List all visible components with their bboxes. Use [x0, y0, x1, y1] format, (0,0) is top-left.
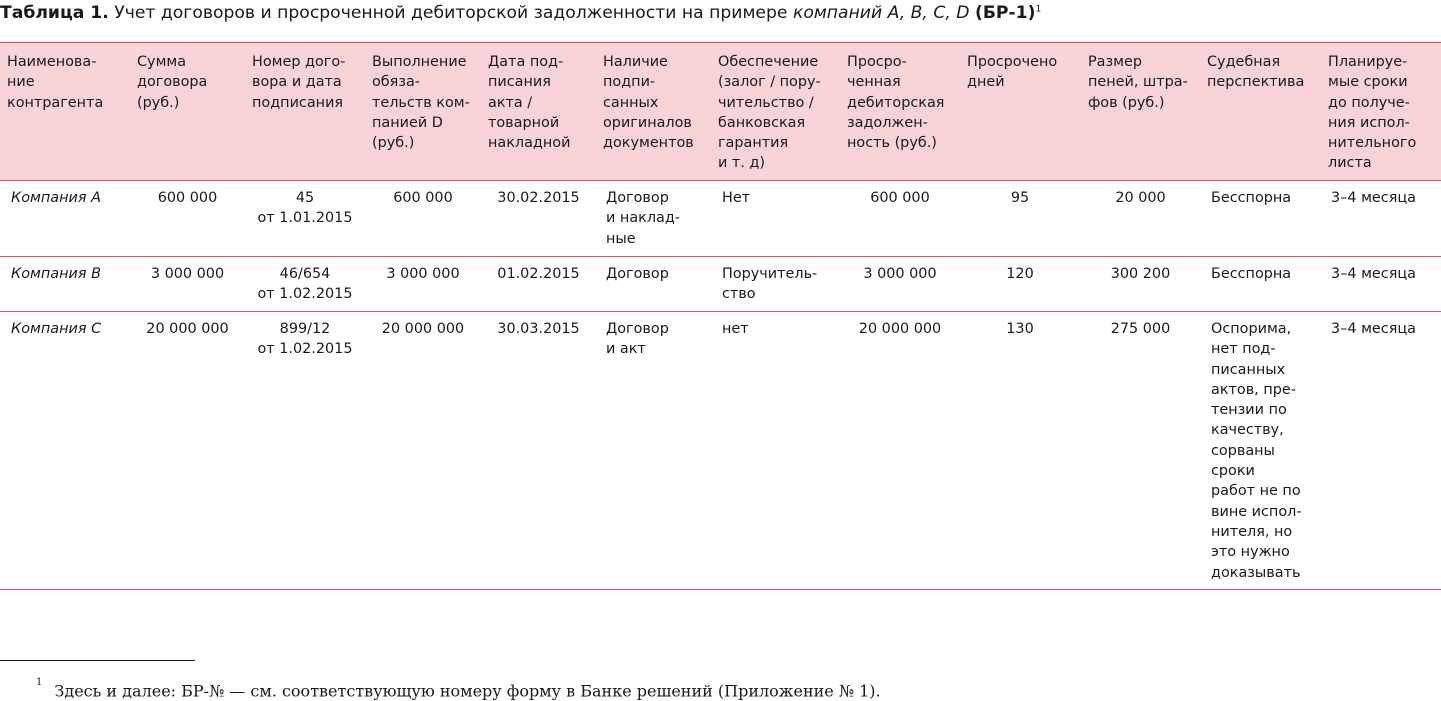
row-b-security: Поручитель- ство	[722, 266, 818, 303]
row-a-planned-terms: 3–4 месяца	[1331, 190, 1416, 206]
row-divider-2	[0, 311, 1441, 312]
row-b-fulfillment: 3 000 000	[386, 266, 460, 282]
row-a-originals: Договор и наклад- ные	[606, 190, 681, 247]
row-a-counterparty: Компания A	[11, 190, 101, 206]
header-cell-court-outlook: Судебная перспектива	[1207, 54, 1305, 91]
row-b-originals: Договор	[606, 266, 669, 282]
header-cell-planned-terms: Планируе- мые сроки до получе- ния испол- нительного листа	[1328, 54, 1417, 172]
row-c-days-overdue: 130	[1006, 321, 1034, 337]
row-a-security: Нет	[722, 190, 751, 206]
header-cell-contract-number: Номер дого- вора и дата подписания	[252, 54, 346, 111]
row-c-contract-sum: 20 000 000	[146, 321, 229, 337]
table-bottom-rule	[0, 589, 1441, 590]
header-cell-penalties: Размер пеней, штра- фов (руб.)	[1088, 54, 1188, 111]
title-text: Учет договоров и просроченной дебиторской задолженности на примере	[114, 3, 788, 23]
row-a-penalties: 20 000	[1115, 190, 1166, 206]
row-c-security: нет	[722, 321, 749, 337]
row-c-act-date: 30.03.2015	[497, 321, 580, 337]
row-b-act-date: 01.02.2015	[497, 266, 580, 282]
row-a-fulfillment: 600 000	[393, 190, 453, 206]
row-c-penalties: 275 000	[1110, 321, 1171, 337]
title-companies: компаний A, B, C, D	[792, 3, 970, 23]
footnote-separator	[0, 660, 195, 661]
footnote	[36, 678, 881, 701]
header-cell-originals: Наличие подпи- санных оригиналов документов	[603, 54, 694, 152]
row-b-contract-sum: 3 000 000	[150, 266, 225, 282]
row-b-counterparty: Компания B	[11, 266, 101, 282]
row-b-overdue-debt: 3 000 000	[863, 266, 937, 282]
header-cell-days-overdue: Просрочено дней	[967, 54, 1058, 91]
header-bottom-rule	[0, 180, 1441, 181]
row-divider-1	[0, 256, 1441, 257]
row-a-act-date: 30.02.2015	[497, 190, 580, 206]
row-b-days-overdue: 120	[1006, 266, 1034, 282]
row-a-contract-number: 45 от 1.01.2015	[257, 190, 353, 227]
row-a-days-overdue: 95	[1010, 190, 1030, 206]
footnote-mark: 1	[36, 677, 43, 688]
row-c-overdue-debt: 20 000 000	[858, 321, 942, 337]
header-cell-act-date: Дата под- писания акта / товарной накладной	[488, 54, 571, 152]
row-b-penalties: 300 200	[1110, 266, 1171, 282]
table-label: Таблица 1.	[0, 3, 109, 23]
row-a-court-outlook: Бесспорна	[1211, 190, 1292, 206]
header-cell-fulfillment: Выполнение обяза- тельств ком- панией D (руб.)	[372, 54, 470, 152]
row-c-planned-terms: 3–4 месяца	[1331, 321, 1416, 337]
row-c-fulfillment: 20 000 000	[381, 321, 465, 337]
title-code: (БР-1)	[974, 3, 1036, 23]
row-c-originals: Договор и акт	[606, 321, 669, 358]
row-c-counterparty: Компания C	[11, 321, 102, 337]
row-c-contract-number: 899/12 от 1.02.2015	[257, 321, 353, 358]
header-cell-contract-sum: Сумма договора (руб.)	[137, 54, 208, 111]
header-cell-overdue-debt: Просро- ченная дебиторская задолжен- ность (руб.)	[847, 54, 945, 152]
table-title	[0, 0, 1441, 30]
row-b-planned-terms: 3–4 месяца	[1331, 266, 1416, 282]
header-cell-counterparty: Наименова- ние контрагента	[7, 54, 104, 111]
row-a-overdue-debt: 600 000	[870, 190, 930, 206]
row-c-court-outlook: Оспорима, нет под- писанных актов, пре- тензии по качеству, сорваны сроки работ не по вине испол- нителя, но это нужно доказывать	[1211, 321, 1302, 581]
footnote-text: Здесь и далее: БР-№ — см. соответствующую номеру форму в Банке решений (Приложение № 1).	[54, 681, 881, 701]
row-b-contract-number: 46/654 от 1.02.2015	[257, 266, 353, 303]
row-b-court-outlook: Бесспорна	[1211, 266, 1292, 282]
title-footnote-mark: 1	[1035, 4, 1042, 15]
header-cell-security: Обеспечение (залог / пору- чительство / банковская гарантия и т. д)	[718, 54, 821, 172]
row-a-contract-sum: 600 000	[157, 190, 218, 206]
